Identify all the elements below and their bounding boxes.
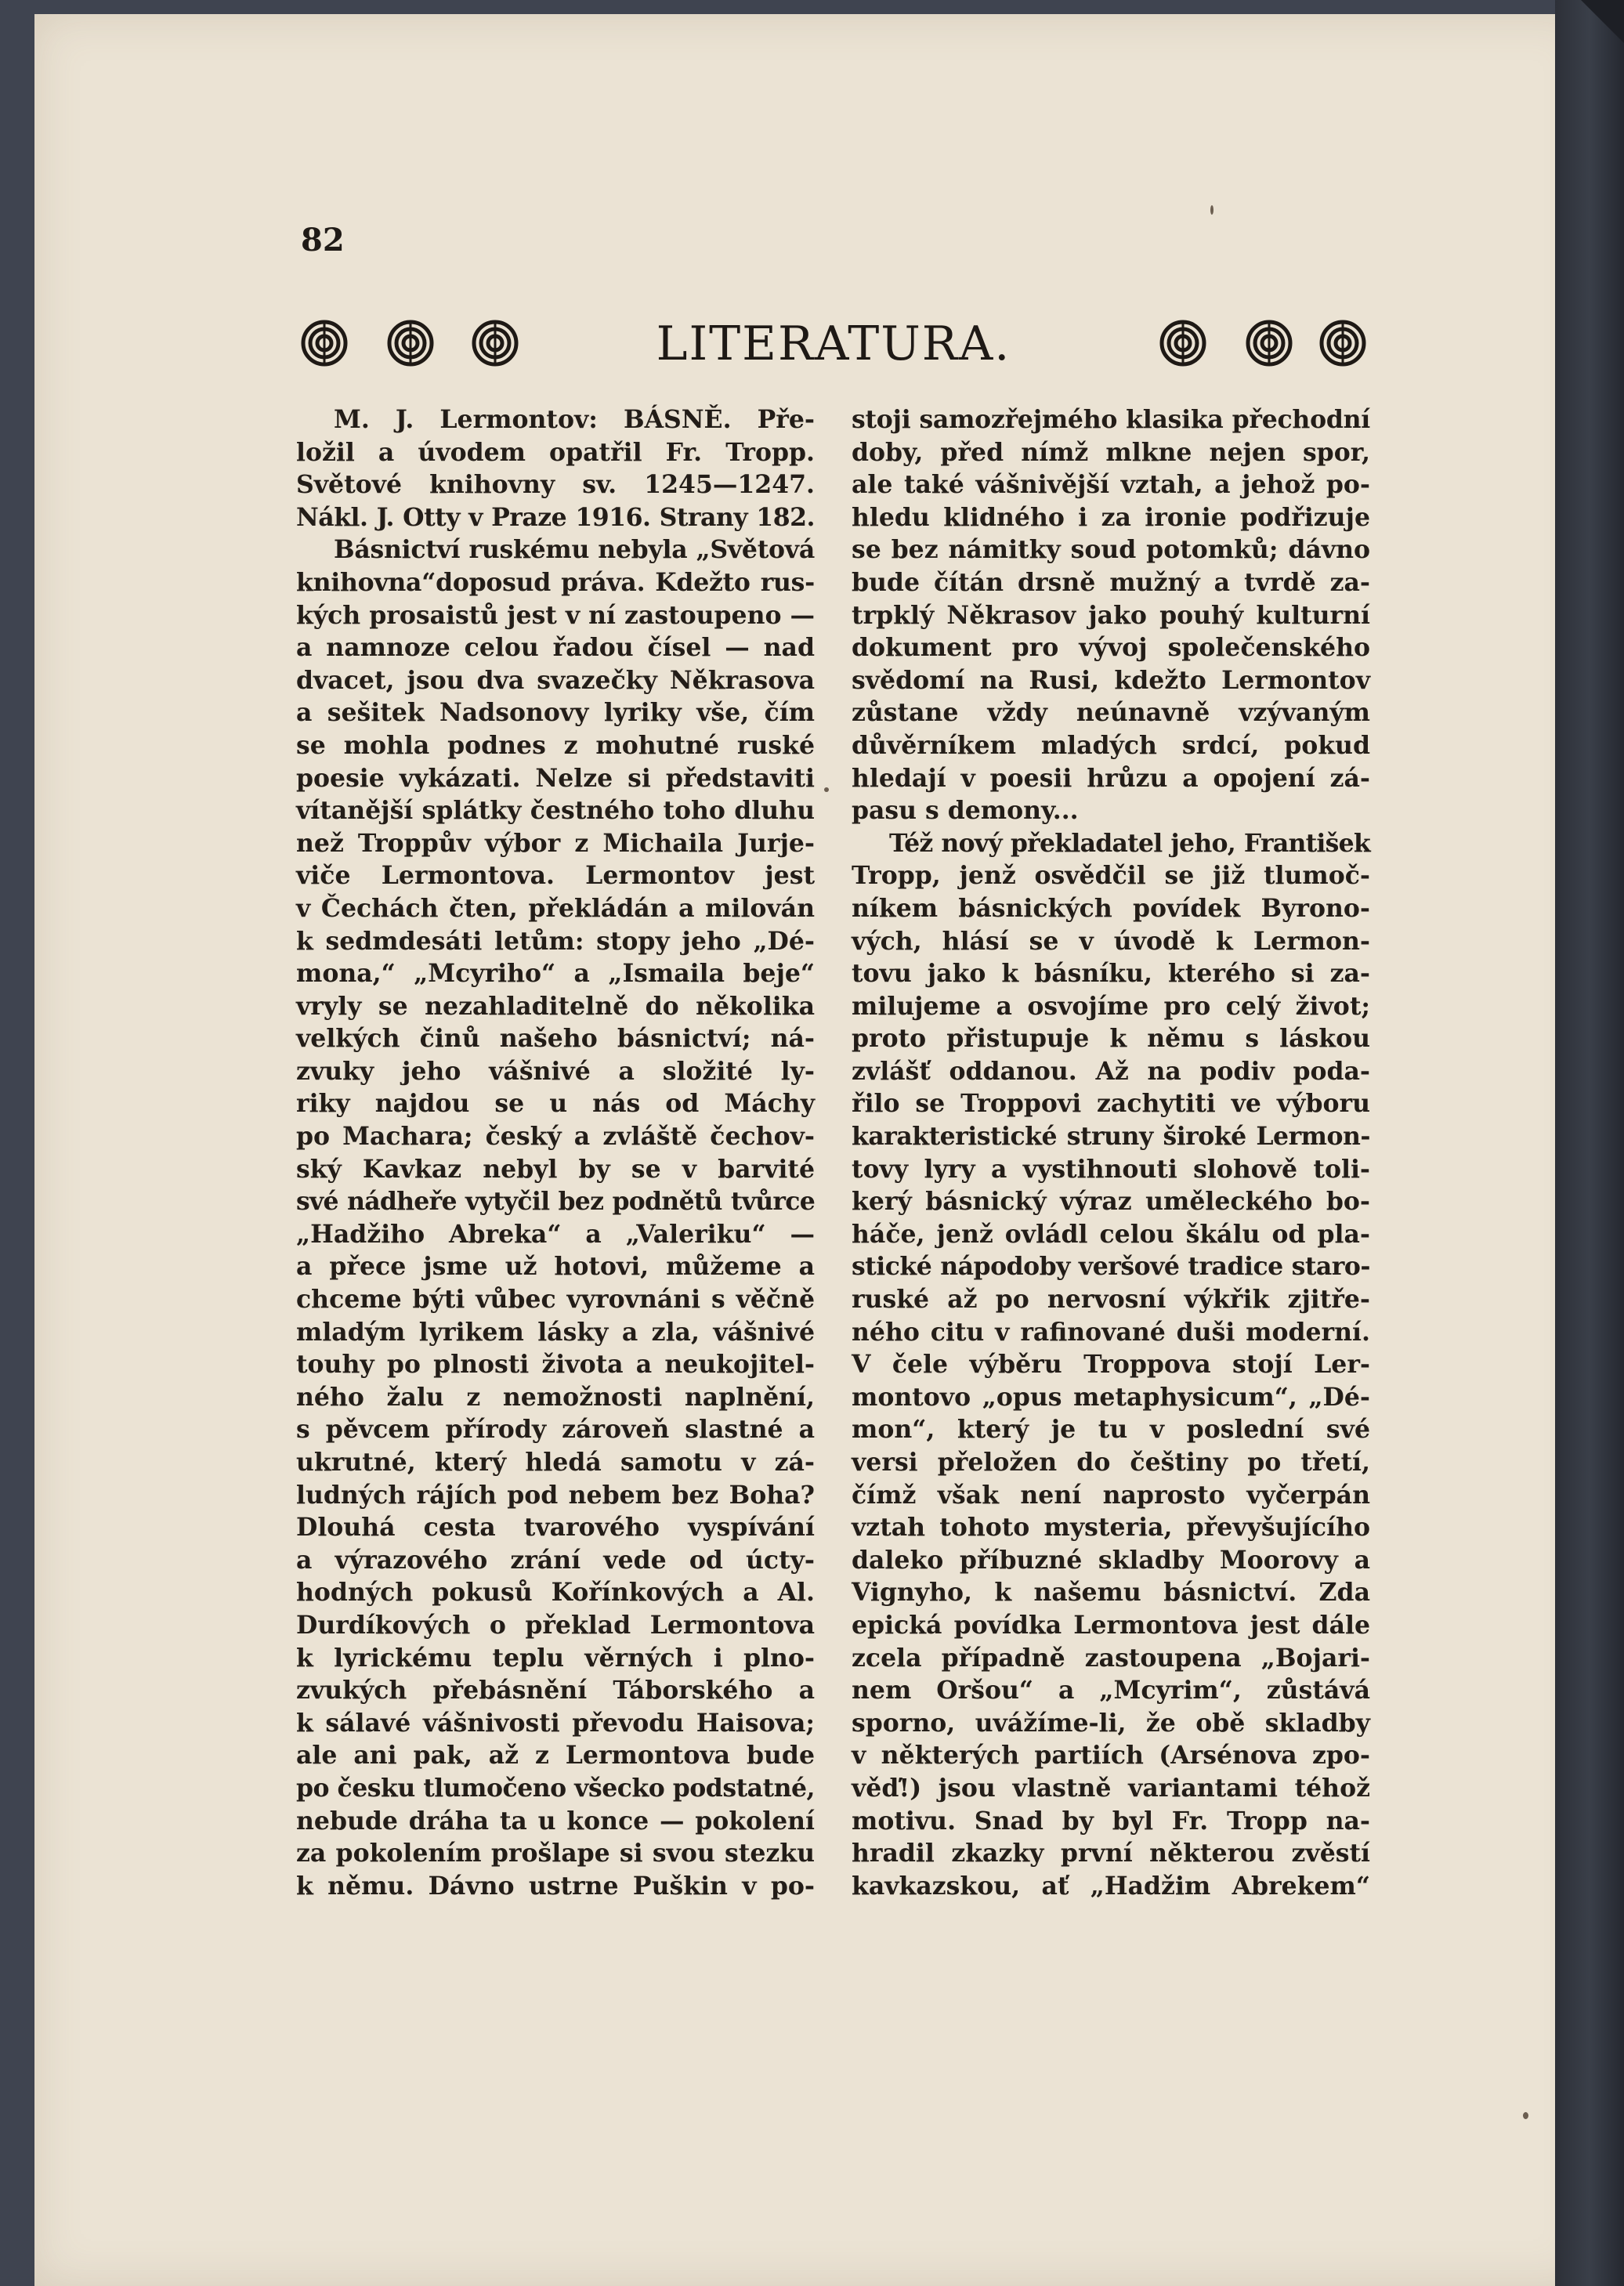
text-line: ludných rájích pod nebem bez Boha? — [296, 1480, 815, 1510]
text-line: nem Oršou“ a „Mcyrim“, zůstává — [852, 1676, 1370, 1705]
text-line: touhy po plnosti života a neukojitel- — [296, 1350, 815, 1380]
text-line: zcela případně zastoupena „Bojari- — [852, 1643, 1370, 1673]
text-line: ukrutné, který hledá samotu v zá- — [296, 1448, 815, 1477]
article-column-left — [296, 403, 815, 1902]
text-line: ale ani pak, až z Lermontova bude — [296, 1741, 815, 1771]
text-line: řilo se Troppovi zachytiti ve výboru — [852, 1089, 1370, 1119]
text-line: ného žalu z nemožnosti naplnění, — [296, 1382, 815, 1412]
text-line: za pokolením prošlape si svou stezku — [296, 1839, 815, 1868]
text-line: a výrazového zrání vede od úcty- — [296, 1545, 815, 1575]
text-line: karakteristické struny široké Lermon- — [852, 1122, 1370, 1152]
text-line: Durdíkových o překlad Lermontova — [296, 1610, 815, 1640]
page-number: 82 — [301, 222, 345, 259]
text-line: a namnoze celou řadou čísel — nad — [296, 633, 815, 663]
text-line: zůstane vždy neúnavně vzývaným — [852, 698, 1370, 728]
text-line: důvěrníkem mladých srdcí, pokud — [852, 730, 1370, 760]
section-header — [301, 312, 1366, 382]
ink-speck — [1210, 205, 1213, 215]
text-line: Též nový překladatel jeho, František — [889, 828, 1370, 858]
text-line: Nákl. J. Otty v Praze 1916. Strany 182. — [296, 502, 815, 532]
text-line: bude čítán drsně mužný a tvrdě za- — [852, 567, 1370, 597]
text-line: níkem básnických povídek Byrono- — [852, 893, 1370, 923]
text-line: velkých činů našeho básnictví; ná- — [296, 1024, 815, 1054]
text-line: než Troppův výbor z Michaila Jurje- — [296, 828, 815, 858]
text-line: kých prosaistů jest v ní zastoupeno — — [296, 600, 815, 630]
text-line: tovy lyry a vystihnouti slohově toli- — [852, 1154, 1370, 1184]
text-line: v některých partiích (Arsénova zpo- — [852, 1741, 1370, 1771]
text-line: trpklý Někrasov jako pouhý kulturní — [852, 600, 1370, 630]
text-line: se bez námitky soud potomků; dávno — [852, 535, 1370, 565]
text-line: versi přeložen do češtiny po třetí, — [852, 1448, 1370, 1477]
text-line: ložil a úvodem opatřil Fr. Tropp. — [296, 437, 815, 467]
text-line: Vignyho, k našemu básnictví. Zda — [852, 1578, 1370, 1608]
text-line: hodných pokusů Kořínkových a Al. — [296, 1578, 815, 1608]
text-line: V čele výběru Troppova stojí Ler- — [852, 1350, 1370, 1380]
rosette-ornament-icon — [1246, 320, 1293, 367]
text-line: věď!) jsou vlastně variantami téhož — [852, 1773, 1370, 1803]
text-line: k němu. Dávno ustrne Puškin v po- — [296, 1871, 815, 1901]
text-line: zvuky jeho vášnivé a složité ly- — [296, 1056, 815, 1086]
rosette-ornament-icon — [1319, 320, 1366, 367]
text-line: chceme býti vůbec vyrovnáni s věčně — [296, 1285, 815, 1315]
text-line: motivu. Snad by byl Fr. Tropp na- — [852, 1806, 1370, 1836]
text-line: epická povídka Lermontova jest dále — [852, 1610, 1370, 1640]
text-line: mladým lyrikem lásky a zla, vášnivé — [296, 1317, 815, 1347]
text-line: k sedmdesáti letům: stopy jeho „Dé- — [296, 926, 815, 956]
text-line: tovu jako k básníku, kterého si za- — [852, 959, 1370, 989]
text-line: Dlouhá cesta tvarového vyspívání — [296, 1513, 815, 1543]
article-column-right — [852, 403, 1370, 1902]
text-line: po česku tlumočeno všecko podstatné, — [296, 1773, 815, 1803]
text-line: zvukých přebásnění Táborského a — [296, 1676, 815, 1705]
text-line: stické nápodoby veršové tradice staro- — [852, 1252, 1370, 1282]
text-line: k lyrickému teplu věrných i plno- — [296, 1643, 815, 1673]
text-line: s pěvcem přírody zároveň slastné a — [296, 1415, 815, 1445]
ink-speck — [1523, 2112, 1528, 2119]
text-line: a sešitek Nadsonovy lyriky vše, čím — [296, 698, 815, 728]
text-line: dvacet, jsou dva svazečky Někrasova — [296, 665, 815, 695]
text-line: zvlášť oddanou. Až na podiv poda- — [852, 1056, 1370, 1086]
text-line: Světové knihovny sv. 1245—1247. — [296, 470, 815, 500]
text-line: riky najdou se u nás od Máchy — [296, 1089, 815, 1119]
text-line: ský Kavkaz nebyl by se v barvité — [296, 1154, 815, 1184]
text-line: Tropp, jenž osvědčil se již tlumoč- — [852, 861, 1370, 891]
text-line: a přece jsme už hotovi, můžeme a — [296, 1252, 815, 1282]
text-line: nebude dráha ta u konce — pokolení — [296, 1806, 815, 1836]
text-line: v Čechách čten, překládán a milován — [296, 893, 815, 923]
text-line: hledají v poesii hrůzu a opojení zá- — [852, 763, 1370, 793]
text-line: po Machara; český a zvláště čechov- — [296, 1122, 815, 1152]
text-line: se mohla podnes z mohutné ruské — [296, 730, 815, 760]
text-line: ruské až po nervosní výkřik zjitře- — [852, 1285, 1370, 1315]
text-line: hledu klidného i za ironie podřizuje — [852, 502, 1370, 532]
text-line: montovo „opus metaphysicum“, „Dé- — [852, 1382, 1370, 1412]
text-line: proto přistupuje k němu s láskou — [852, 1024, 1370, 1054]
text-line: daleko příbuzné skladby Moorovy a — [852, 1545, 1370, 1575]
text-line: viče Lermontova. Lermontov jest — [296, 861, 815, 891]
text-line: knihovna“doposud práva. Kdežto rus- — [296, 567, 815, 597]
text-line: kerý básnický výraz uměleckého bo- — [852, 1187, 1370, 1217]
text-line: mon“, který je tu v poslední své — [852, 1415, 1370, 1445]
text-line: pasu s demony... — [852, 796, 1079, 826]
text-line: vztah tohoto mysteria, převyšujícího — [852, 1513, 1370, 1543]
text-line: sporno, uvážíme-li, že obě skladby — [852, 1708, 1370, 1738]
text-line: milujeme a osvojíme pro celý život; — [852, 991, 1370, 1021]
text-line: ale také vášnivější vztah, a jehož po- — [852, 470, 1370, 500]
text-line: čímž však není naprosto vyčerpán — [852, 1480, 1370, 1510]
text-line: ného citu v rafinované duši moderní. — [852, 1317, 1370, 1347]
text-line: Básnictví ruskému nebyla „Světová — [334, 535, 815, 565]
text-line: háče, jenž ovládl celou škálu od pla- — [852, 1219, 1370, 1249]
text-line: mona,“ „Mcyriho“ a „Ismaila beje“ — [296, 959, 815, 989]
rosette-ornament-icon — [1159, 320, 1206, 367]
text-line: vých, hlásí se v úvodě k Lermon- — [852, 926, 1370, 956]
text-line: stoji samozřejmého klasika přechodní — [852, 405, 1370, 434]
text-line: dokument pro vývoj společenského — [852, 633, 1370, 663]
text-line: vryly se nezahladitelně do několika — [296, 991, 815, 1021]
text-line: svědomí na Rusi, kdežto Lermontov — [852, 665, 1370, 695]
ink-speck — [824, 787, 829, 792]
text-line: poesie vykázati. Nelze si představiti — [296, 763, 815, 793]
text-line: své nádheře vytyčil bez podnětů tvůrce — [296, 1187, 815, 1217]
text-line: doby, před nímž mlkne nejen spor, — [852, 437, 1370, 467]
text-line: vítanější splátky čestného toho dluhu — [296, 796, 815, 826]
section-title: LITERATURA. — [656, 316, 1011, 371]
text-line: hradil zkazky první některou zvěstí — [852, 1839, 1370, 1868]
text-line: k sálavé vášnivosti převodu Haisova; — [296, 1708, 815, 1738]
text-line: kavkazskou, ať „Hadžim Abrekem“ — [852, 1871, 1370, 1901]
text-line: „Hadžiho Abreka“ a „Valeriku“ — — [296, 1219, 815, 1249]
book-spine-edge — [1555, 0, 1624, 2286]
text-line: M. J. Lermontov: BÁSNĚ. Pře- — [334, 405, 815, 434]
